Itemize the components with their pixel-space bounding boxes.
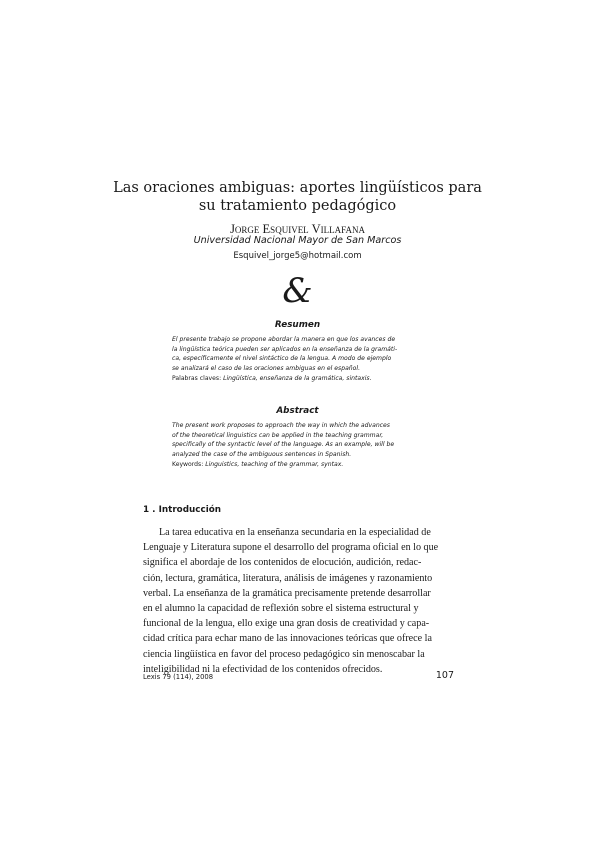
- section-heading-introduccion: 1 . Introducción: [143, 505, 222, 515]
- resumen-line: se analizará el caso de las oraciones ambiguas en el español.: [172, 364, 361, 372]
- abstract-line: specifically of the syntactic level of the language. As an example, will be: [172, 441, 395, 449]
- resumen-keywords: [172, 374, 438, 384]
- body-line: Lenguaje y Literatura supone el desarrollo del programa oficial en lo que: [143, 542, 439, 554]
- abstract-heading: Abstract: [276, 406, 319, 416]
- section-body: [143, 525, 453, 677]
- resumen-keywords-value: Lingüística, enseñanza de la gramática, sintaxis.: [223, 375, 372, 383]
- abstract-line: The present work proposes to approach the way in which the advances: [172, 422, 390, 429]
- ampersand-ornament: &: [282, 271, 313, 311]
- article-title-line-1: Las oraciones ambiguas: aportes lingüísticos para: [113, 180, 482, 196]
- page-number: 107: [435, 670, 454, 681]
- abstract-line: of the theoretical linguistics can be applied in the teaching grammar,: [172, 431, 384, 439]
- body-line: funcional de la lengua, ello exige una gran dosis de creatividad y capa-: [143, 618, 430, 630]
- resumen-line: ca, específicamente el nivel sintáctico de la lengua. A modo de ejemplo: [172, 355, 392, 363]
- resumen-text: [172, 335, 438, 384]
- resumen-keywords-label: Palabras claves:: [172, 375, 222, 383]
- resumen-heading: Resumen: [274, 320, 321, 330]
- body-line: ciencia lingüística en favor del proceso pedagógico sin menoscabar la: [143, 648, 425, 660]
- body-line: inteligibilidad ni la efectividad de los contenidos ofrecidos.: [143, 663, 383, 675]
- abstract-keywords: [172, 460, 438, 470]
- abstract-keywords-value: Linguistics, teaching of the grammar, syntax.: [205, 461, 344, 469]
- author-email: Esquivel_jorge5@hotmail.com: [233, 251, 362, 261]
- abstract-keywords-label: Keywords:: [172, 461, 204, 469]
- journal-citation: Lexis 79 (114), 2008: [143, 673, 214, 681]
- abstract-line: analyzed the case of the ambiguous sentences in Spanish.: [172, 450, 352, 458]
- author-name: Jorge Esquivel Villafana: [230, 222, 365, 236]
- article-title-line-2: su tratamiento pedagógico: [198, 198, 397, 214]
- author-affiliation: Universidad Nacional Mayor de San Marcos: [193, 235, 402, 246]
- body-line: ción, lectura, gramática, literatura, análisis de imágenes y razonamiento: [143, 572, 433, 584]
- body-line: significa el abordaje de los contenidos de elocución, audición, redac-: [143, 557, 422, 569]
- body-line: verbal. La enseñanza de la gramática precisamente pretende desarrollar: [143, 587, 431, 599]
- body-line: cidad crítica para echar mano de las innovaciones teóricas que ofrece la: [143, 633, 432, 645]
- abstract-text: [172, 421, 438, 470]
- body-line: en el alumno la capacidad de reflexión sobre el sistema estructural y: [143, 603, 419, 615]
- resumen-line: El presente trabajo se propone abordar la manera en que los avances de: [172, 336, 396, 343]
- resumen-line: la lingüística teórica pueden ser aplicados en la enseñanza de la gramáti-: [172, 345, 398, 353]
- body-line: La tarea educativa en la enseñanza secundaria en la especialidad de: [159, 527, 431, 538]
